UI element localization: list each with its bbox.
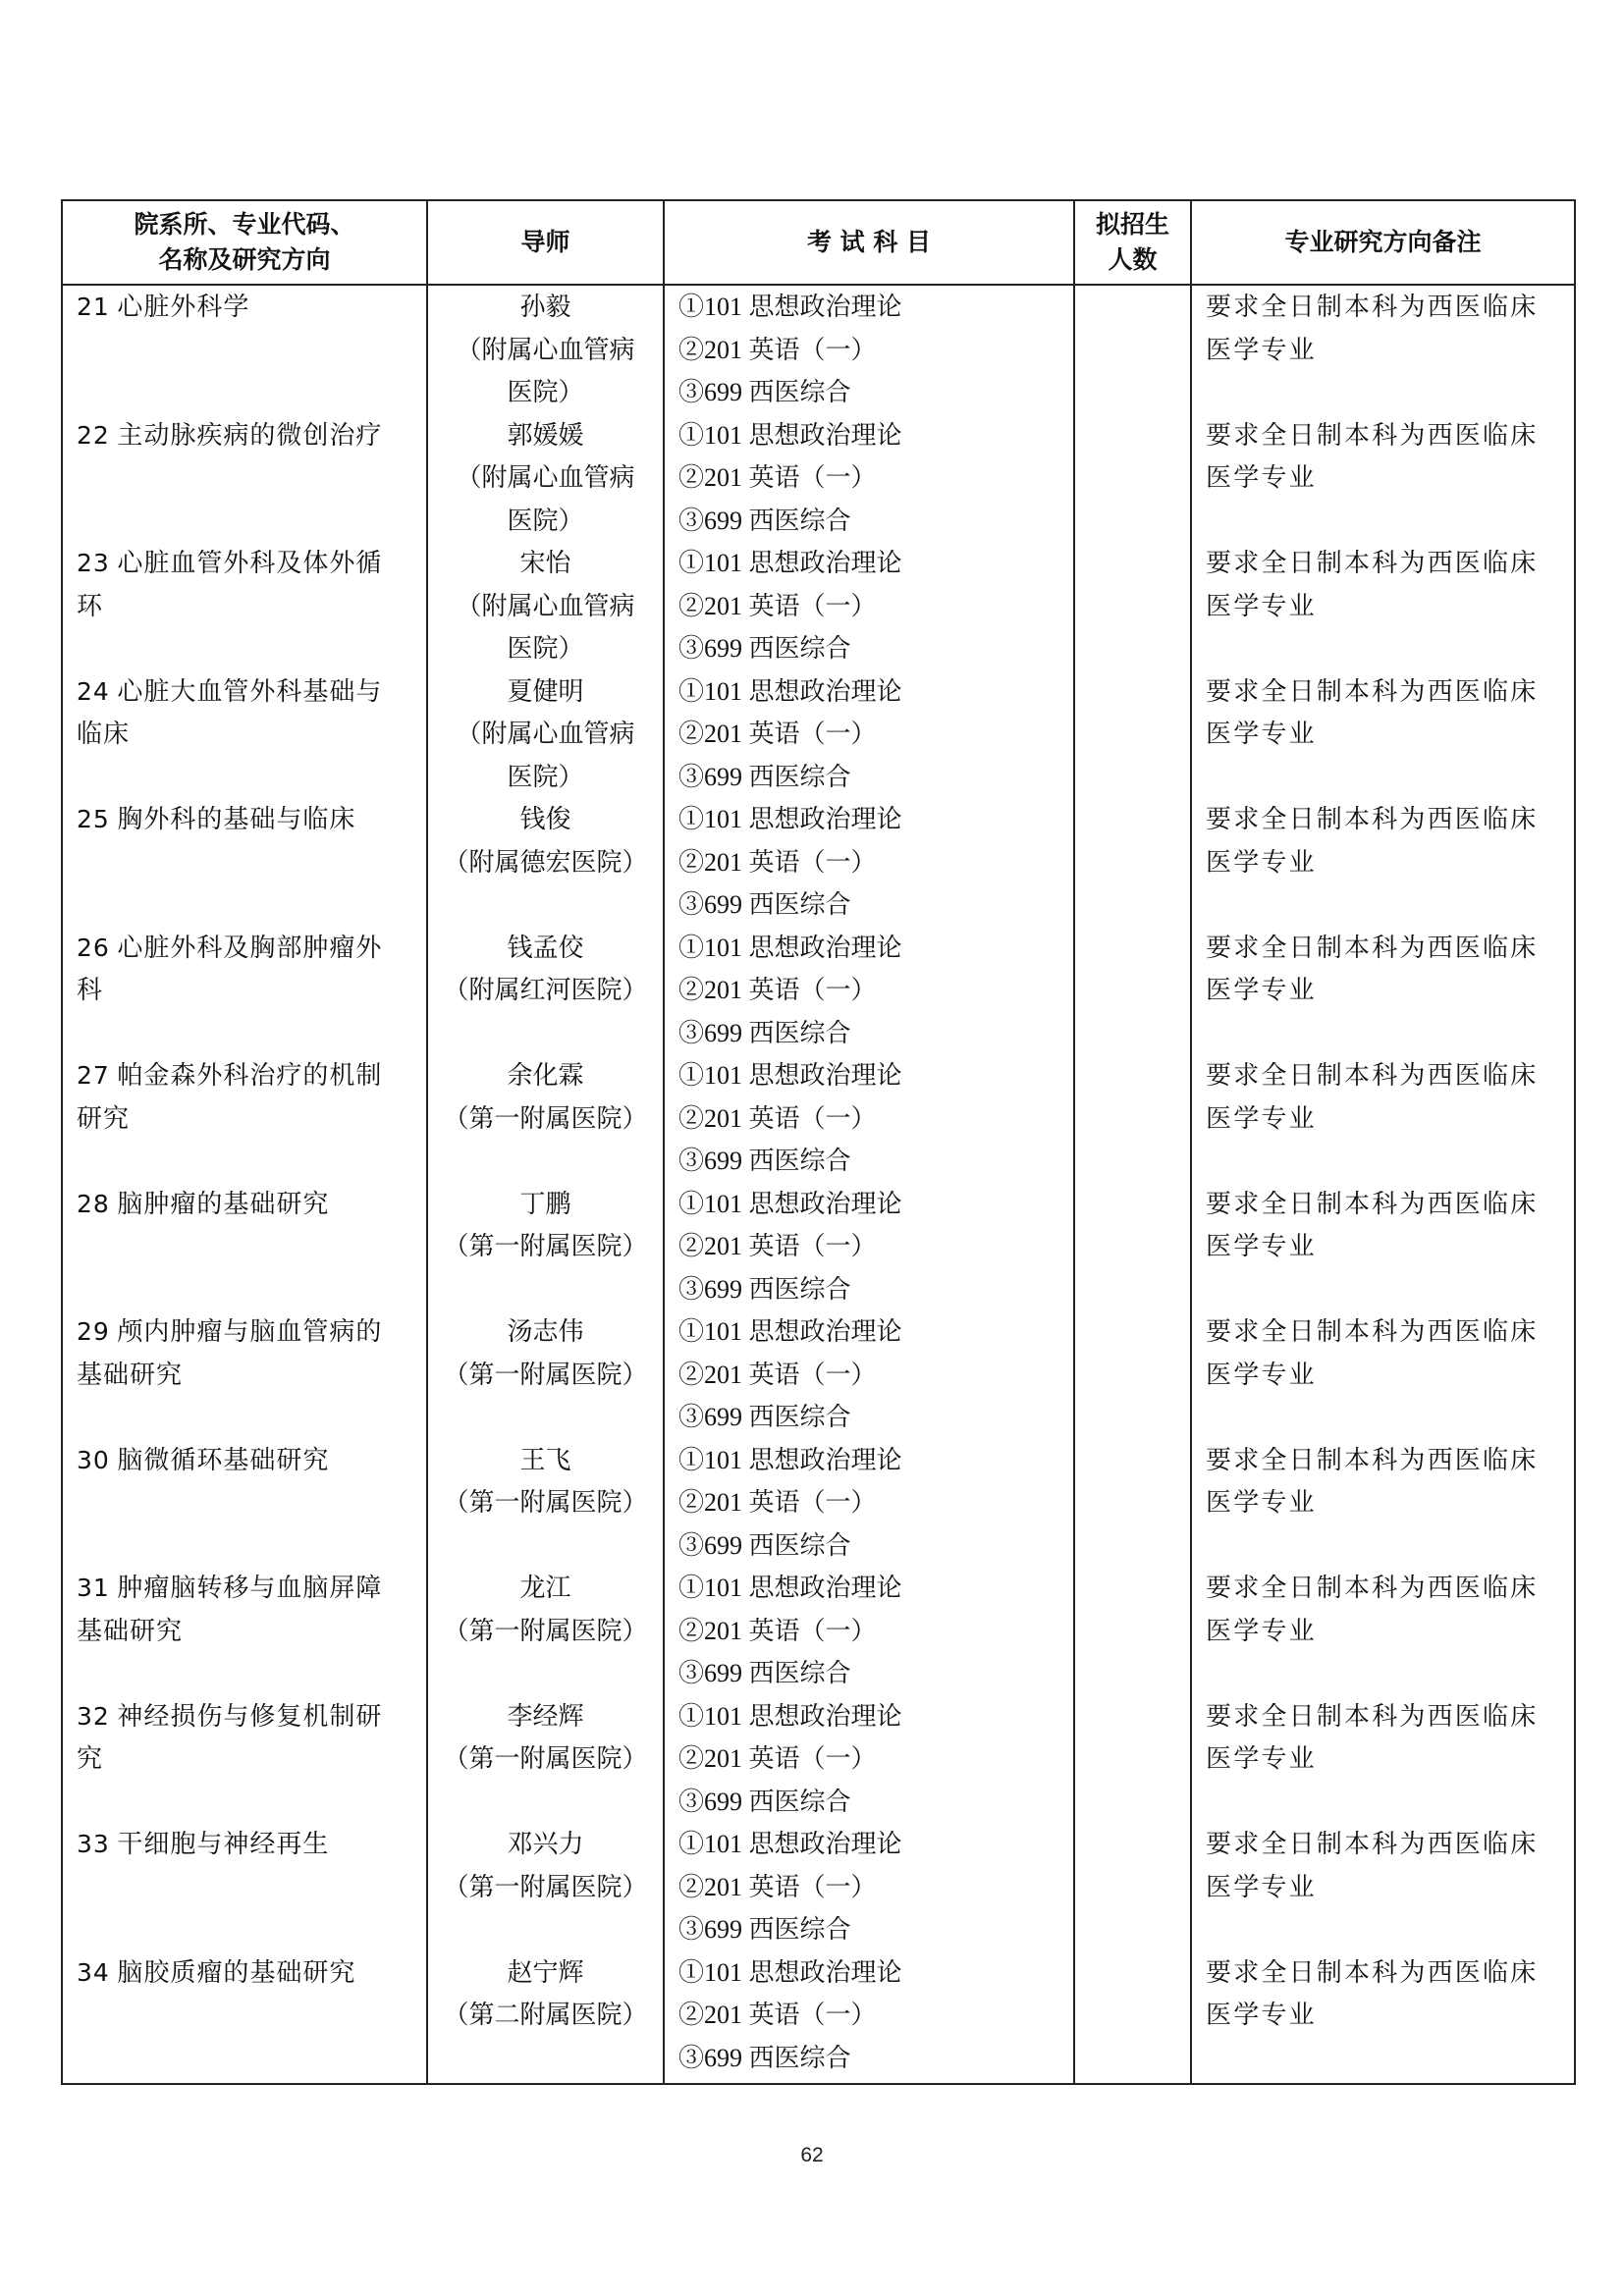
exam-subjects-cell	[664, 542, 1074, 670]
table-header-row	[62, 200, 1575, 285]
note-line-1: 要求全日制本科为西医临床	[1206, 1574, 1539, 1602]
research-direction	[63, 542, 426, 585]
table-row	[62, 927, 1575, 1055]
advisor-cell	[427, 1823, 664, 1951]
exam-subjects-cell	[664, 1823, 1074, 1951]
exam-subjects-cell	[664, 1951, 1074, 2084]
advisor-cell	[427, 285, 664, 414]
exam-subject-3: ③699 西医综合	[678, 1018, 851, 1047]
table-row	[62, 1823, 1575, 1951]
table-row	[62, 285, 1575, 414]
notes-cell	[1191, 1054, 1575, 1183]
notes-cell	[1191, 1567, 1575, 1695]
exam-subject-2: ②201 英语（一）	[678, 1872, 877, 1901]
advisor-cell	[427, 1695, 664, 1824]
advisor-cell	[427, 542, 664, 670]
advisor-hospital: （附属心血管病	[456, 335, 635, 364]
quota-cell	[1074, 542, 1191, 670]
note-line-2: 医学专业	[1206, 1616, 1317, 1645]
advisor-name: 王飞	[519, 1445, 571, 1474]
direction-number: 26	[77, 933, 110, 962]
exam-subject-1: ①101 思想政治理论	[678, 1061, 902, 1090]
note-line-1: 要求全日制本科为西医临床	[1206, 1701, 1539, 1731]
table-row	[62, 542, 1575, 670]
exam-subjects-cell	[664, 1439, 1074, 1568]
direction-title: 脑肿瘤的基础研究	[117, 1189, 330, 1218]
direction-number: 30	[77, 1445, 110, 1474]
direction-number: 34	[77, 1957, 110, 1987]
research-direction-cell	[62, 1951, 427, 2084]
direction-title: 心脏外科及胸部肿瘤外	[117, 933, 383, 962]
research-direction	[63, 1310, 426, 1354]
note-line-2: 医学专业	[1206, 720, 1317, 748]
exam-subject-2: ②201 英语（一）	[678, 847, 877, 877]
exam-subject-1: ①101 思想政治理论	[678, 676, 902, 706]
advisor-hospital: （第一附属医院）	[443, 1872, 648, 1901]
page-number: 62	[800, 2144, 824, 2166]
direction-title: 脑胶质瘤的基础研究	[117, 1957, 356, 1987]
note-line-2: 医学专业	[1206, 847, 1317, 877]
exam-subject-3: ③699 西医综合	[678, 634, 851, 663]
advisor-hospital: （附属心血管病	[456, 720, 635, 748]
advisor-hospital-cont: 医院）	[507, 762, 584, 791]
quota-cell	[1074, 1183, 1191, 1311]
exam-subject-2: ②201 英语（一）	[678, 1360, 877, 1389]
note-line-2: 医学专业	[1206, 1488, 1317, 1517]
advisor-hospital-cont: 医院）	[507, 506, 584, 535]
notes-cell	[1191, 798, 1575, 927]
notes-cell	[1191, 670, 1575, 799]
exam-subject-2: ②201 英语（一）	[678, 1103, 877, 1133]
exam-subject-2: ②201 英语（一）	[678, 2001, 877, 2029]
note-line-1: 要求全日制本科为西医临床	[1206, 1445, 1539, 1474]
direction-title: 心脏大血管外科基础与	[117, 676, 383, 706]
direction-number: 31	[77, 1574, 110, 1602]
advisor-cell	[427, 1183, 664, 1311]
research-direction-cell	[62, 927, 427, 1055]
direction-title: 主动脉疾病的微创治疗	[117, 420, 383, 450]
table-row	[62, 1054, 1575, 1183]
advisor-hospital: （第一附属医院）	[443, 1616, 648, 1645]
direction-title-cont: 究	[77, 1744, 104, 1773]
research-direction	[63, 670, 426, 714]
notes-cell	[1191, 1439, 1575, 1568]
table-row	[62, 414, 1575, 543]
note-line-2: 医学专业	[1206, 1103, 1317, 1133]
note-line-1: 要求全日制本科为西医临床	[1206, 549, 1539, 577]
direction-title: 脑微循环基础研究	[117, 1445, 330, 1474]
direction-title-cont: 基础研究	[77, 1360, 184, 1389]
exam-subject-1: ①101 思想政治理论	[678, 933, 902, 962]
exam-subject-1: ①101 思想政治理论	[678, 1317, 902, 1346]
advisor-hospital: （附属红河医院）	[443, 976, 648, 1004]
direction-number: 29	[77, 1317, 110, 1346]
research-direction	[63, 1567, 426, 1610]
advisor-hospital: （第二附属医院）	[443, 2001, 648, 2029]
table-row	[62, 1567, 1575, 1695]
advisor-cell	[427, 414, 664, 543]
quota-cell	[1074, 1823, 1191, 1951]
notes-cell	[1191, 1951, 1575, 2084]
note-line-1: 要求全日制本科为西医临床	[1206, 805, 1539, 833]
research-direction-cell	[62, 1310, 427, 1439]
research-direction	[63, 414, 426, 457]
advisor-cell	[427, 1567, 664, 1695]
exam-subject-1: ①101 思想政治理论	[678, 1445, 902, 1474]
note-line-2: 医学专业	[1206, 1360, 1317, 1389]
direction-number: 25	[77, 805, 110, 833]
exam-subject-1: ①101 思想政治理论	[678, 1830, 902, 1858]
header-advisor: 导师	[427, 200, 664, 285]
notes-cell	[1191, 414, 1575, 543]
advisor-hospital: （附属心血管病	[456, 591, 635, 620]
research-direction	[63, 1439, 426, 1482]
direction-title: 心脏血管外科及体外循	[117, 549, 383, 577]
table-row	[62, 1183, 1575, 1311]
exam-subject-1: ①101 思想政治理论	[678, 805, 902, 833]
quota-cell	[1074, 927, 1191, 1055]
advisor-cell	[427, 927, 664, 1055]
direction-number: 24	[77, 676, 110, 706]
note-line-2: 医学专业	[1206, 335, 1317, 364]
advisor-name: 赵宁辉	[507, 1957, 584, 1987]
advisor-name: 汤志伟	[507, 1317, 584, 1346]
advisor-hospital: （附属心血管病	[456, 463, 635, 492]
exam-subject-1: ①101 思想政治理论	[678, 549, 902, 577]
research-direction-cell	[62, 1567, 427, 1695]
note-line-1: 要求全日制本科为西医临床	[1206, 1317, 1539, 1346]
research-direction-cell	[62, 414, 427, 543]
advisor-name: 孙毅	[519, 293, 571, 321]
note-line-2: 医学专业	[1206, 976, 1317, 1004]
exam-subjects-cell	[664, 414, 1074, 543]
note-line-2: 医学专业	[1206, 591, 1317, 620]
advisor-hospital: （第一附属医院）	[443, 1232, 648, 1260]
advisor-cell	[427, 670, 664, 799]
exam-subject-1: ①101 思想政治理论	[678, 420, 902, 450]
advisor-hospital: （第一附属医院）	[443, 1744, 648, 1773]
research-direction	[63, 286, 426, 329]
quota-cell	[1074, 1439, 1191, 1568]
advisor-name: 钱孟佼	[507, 933, 584, 962]
advisor-cell	[427, 1054, 664, 1183]
quota-cell	[1074, 1054, 1191, 1183]
admissions-table	[61, 199, 1576, 2085]
direction-title: 帕金森外科治疗的机制	[117, 1061, 383, 1090]
direction-number: 33	[77, 1830, 110, 1858]
table-row	[62, 798, 1575, 927]
exam-subject-3: ③699 西医综合	[678, 1915, 851, 1944]
research-direction	[63, 927, 426, 970]
direction-title: 胸外科的基础与临床	[117, 805, 356, 833]
direction-title: 干细胞与神经再生	[117, 1830, 330, 1858]
exam-subject-2: ②201 英语（一）	[678, 463, 877, 492]
note-line-1: 要求全日制本科为西医临床	[1206, 1061, 1539, 1090]
direction-number: 23	[77, 549, 110, 577]
exam-subject-3: ③699 西医综合	[678, 1147, 851, 1175]
exam-subject-1: ①101 思想政治理论	[678, 1701, 902, 1731]
advisor-name: 夏健明	[507, 676, 584, 706]
note-line-2: 医学专业	[1206, 463, 1317, 492]
direction-title: 肿瘤脑转移与血脑屏障	[117, 1574, 383, 1602]
exam-subject-3: ③699 西医综合	[678, 506, 851, 535]
header-department: 院系所、专业代码、 名称及研究方向	[62, 200, 427, 285]
quota-cell	[1074, 1310, 1191, 1439]
advisor-hospital-cont: 医院）	[507, 378, 584, 406]
research-direction-cell	[62, 798, 427, 927]
advisor-name: 余化霖	[507, 1061, 584, 1090]
direction-number: 21	[77, 293, 110, 321]
exam-subjects-cell	[664, 285, 1074, 414]
note-line-2: 医学专业	[1206, 1232, 1317, 1260]
advisor-hospital: （附属德宏医院）	[443, 847, 648, 877]
notes-cell	[1191, 285, 1575, 414]
exam-subject-3: ③699 西医综合	[678, 1403, 851, 1431]
advisor-name: 邓兴力	[507, 1830, 584, 1858]
exam-subject-3: ③699 西医综合	[678, 1787, 851, 1816]
note-line-1: 要求全日制本科为西医临床	[1206, 1957, 1539, 1987]
direction-number: 28	[77, 1189, 110, 1218]
exam-subject-3: ③699 西医综合	[678, 378, 851, 406]
direction-number: 32	[77, 1701, 110, 1731]
table-row	[62, 1310, 1575, 1439]
research-direction-cell	[62, 1054, 427, 1183]
note-line-1: 要求全日制本科为西医临床	[1206, 293, 1539, 321]
exam-subject-3: ③699 西医综合	[678, 1274, 851, 1304]
table-body	[62, 285, 1575, 2084]
notes-cell	[1191, 927, 1575, 1055]
direction-number: 22	[77, 420, 110, 450]
direction-title-cont: 基础研究	[77, 1616, 184, 1645]
advisor-name: 宋怡	[519, 549, 571, 577]
research-direction	[63, 1054, 426, 1097]
note-line-2: 医学专业	[1206, 2001, 1317, 2029]
advisor-name: 龙江	[519, 1574, 571, 1602]
direction-title: 颅内肿瘤与脑血管病的	[117, 1317, 383, 1346]
exam-subjects-cell	[664, 1054, 1074, 1183]
exam-subject-3: ③699 西医综合	[678, 890, 851, 919]
research-direction-cell	[62, 1823, 427, 1951]
exam-subject-3: ③699 西医综合	[678, 1659, 851, 1687]
note-line-1: 要求全日制本科为西医临床	[1206, 676, 1539, 706]
advisor-hospital: （第一附属医院）	[443, 1103, 648, 1133]
research-direction	[63, 1695, 426, 1738]
table-row	[62, 1439, 1575, 1568]
note-line-1: 要求全日制本科为西医临床	[1206, 933, 1539, 962]
quota-cell	[1074, 798, 1191, 927]
notes-cell	[1191, 1823, 1575, 1951]
research-direction	[63, 798, 426, 841]
notes-cell	[1191, 1183, 1575, 1311]
quota-cell	[1074, 285, 1191, 414]
notes-cell	[1191, 542, 1575, 670]
research-direction-cell	[62, 670, 427, 799]
research-direction-cell	[62, 542, 427, 670]
exam-subjects-cell	[664, 798, 1074, 927]
research-direction	[63, 1183, 426, 1226]
advisor-cell	[427, 798, 664, 927]
exam-subjects-cell	[664, 1567, 1074, 1695]
table-row	[62, 1695, 1575, 1824]
table-row	[62, 670, 1575, 799]
direction-number: 27	[77, 1061, 110, 1090]
advisor-hospital: （第一附属医院）	[443, 1360, 648, 1389]
research-direction-cell	[62, 1183, 427, 1311]
quota-cell	[1074, 1951, 1191, 2084]
advisor-cell	[427, 1439, 664, 1568]
advisor-name: 郭媛媛	[507, 420, 584, 450]
exam-subject-2: ②201 英语（一）	[678, 335, 877, 364]
quota-cell	[1074, 670, 1191, 799]
advisor-name: 钱俊	[519, 805, 571, 833]
exam-subject-2: ②201 英语（一）	[678, 591, 877, 620]
advisor-hospital-cont: 医院）	[507, 634, 584, 663]
exam-subject-2: ②201 英语（一）	[678, 720, 877, 748]
exam-subjects-cell	[664, 1310, 1074, 1439]
exam-subject-2: ②201 英语（一）	[678, 1488, 877, 1517]
exam-subject-2: ②201 英语（一）	[678, 976, 877, 1004]
exam-subjects-cell	[664, 670, 1074, 799]
exam-subjects-cell	[664, 1695, 1074, 1824]
exam-subject-2: ②201 英语（一）	[678, 1616, 877, 1645]
advisor-name: 李经辉	[507, 1701, 584, 1731]
research-direction	[63, 1823, 426, 1866]
note-line-1: 要求全日制本科为西医临床	[1206, 420, 1539, 450]
advisor-cell	[427, 1310, 664, 1439]
quota-cell	[1074, 414, 1191, 543]
research-direction	[63, 1951, 426, 1995]
exam-subject-1: ①101 思想政治理论	[678, 1574, 902, 1602]
exam-subject-2: ②201 英语（一）	[678, 1744, 877, 1773]
notes-cell	[1191, 1310, 1575, 1439]
direction-title: 心脏外科学	[117, 293, 250, 321]
exam-subject-1: ①101 思想政治理论	[678, 1189, 902, 1218]
header-exam-subjects: 考 试 科 目	[664, 200, 1074, 285]
exam-subject-3: ③699 西医综合	[678, 762, 851, 791]
exam-subjects-cell	[664, 1183, 1074, 1311]
direction-title-cont: 研究	[77, 1103, 131, 1133]
exam-subject-2: ②201 英语（一）	[678, 1232, 877, 1260]
header-notes: 专业研究方向备注	[1191, 200, 1575, 285]
note-line-1: 要求全日制本科为西医临床	[1206, 1189, 1539, 1218]
direction-title-cont: 科	[77, 976, 104, 1004]
research-direction-cell	[62, 1695, 427, 1824]
exam-subject-3: ③699 西医综合	[678, 1530, 851, 1560]
research-direction-cell	[62, 285, 427, 414]
advisor-cell	[427, 1951, 664, 2084]
quota-cell	[1074, 1695, 1191, 1824]
direction-title-cont: 临床	[77, 720, 131, 748]
notes-cell	[1191, 1695, 1575, 1824]
direction-title-cont: 环	[77, 591, 104, 620]
header-quota: 拟招生 人数	[1074, 200, 1191, 285]
note-line-1: 要求全日制本科为西医临床	[1206, 1830, 1539, 1858]
quota-cell	[1074, 1567, 1191, 1695]
research-direction-cell	[62, 1439, 427, 1568]
table-row	[62, 1951, 1575, 2084]
note-line-2: 医学专业	[1206, 1744, 1317, 1773]
exam-subjects-cell	[664, 927, 1074, 1055]
exam-subject-1: ①101 思想政治理论	[678, 293, 902, 321]
exam-subject-3: ③699 西医综合	[678, 2043, 851, 2072]
advisor-name: 丁鹏	[519, 1189, 571, 1218]
exam-subject-1: ①101 思想政治理论	[678, 1957, 902, 1987]
advisor-hospital: （第一附属医院）	[443, 1488, 648, 1517]
note-line-2: 医学专业	[1206, 1872, 1317, 1901]
direction-title: 神经损伤与修复机制研	[117, 1701, 383, 1731]
